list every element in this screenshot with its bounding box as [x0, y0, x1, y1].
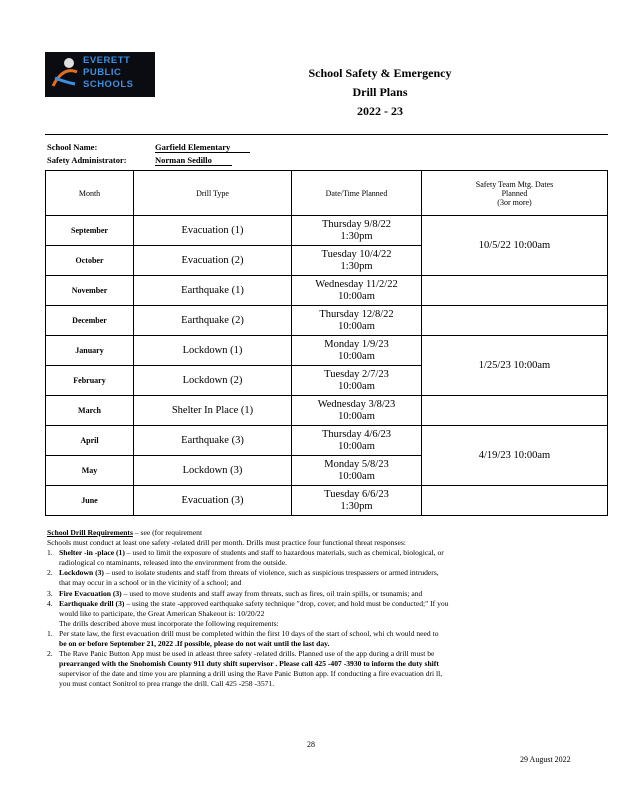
item-bold: Shelter -in -place (1) [59, 548, 125, 558]
safety-admin-row [47, 155, 212, 165]
team-header-line3: (3or more) [497, 197, 532, 207]
list-item-continued: that may occur in a school or in the vicinity of a school; and [59, 578, 242, 588]
date-time-cell [292, 306, 422, 336]
date-day: Wednesday 3/8/23 [317, 398, 396, 410]
requirements-after: The drills described above must incorporate the following requirements: [59, 618, 279, 628]
doc-title-line1: School Safety & Emergency [308, 66, 452, 80]
page-number: 28 [307, 740, 315, 749]
item-text: – used to isolate students and staff from threats of violence, such as suspicious trespassers or armed intruders, [103, 568, 439, 578]
date-time: 10:00am [338, 290, 375, 302]
school-name-row [47, 142, 231, 152]
drill-requirements-section [47, 528, 607, 690]
list-number: 4. [47, 598, 53, 608]
list-number: 1. [47, 548, 53, 558]
date-time: 10:00am [338, 470, 375, 482]
requirements-heading-row [47, 528, 607, 538]
date-time-cell [292, 396, 422, 426]
date-time: 1:30pm [340, 500, 373, 512]
month-cell: June [46, 486, 134, 516]
date-time: 10:00am [338, 410, 375, 422]
team-header-line2: Planned [501, 188, 528, 198]
list-item-continued: supervisor of the date and time you are planning a drill using the Rave Panic Button app. If conducting a fire evacuation dri ll, [59, 669, 443, 679]
list-number: 3. [47, 588, 53, 598]
logo-text-everett: EVERETT [83, 55, 131, 66]
drill-type-cell: Evacuation (1) [134, 216, 292, 246]
date-day: Thursday 9/8/22 [321, 218, 392, 230]
date-time-cell [292, 276, 422, 306]
drill-type-cell: Earthquake (3) [134, 426, 292, 456]
list-item-continued: prearranged with the Snohomish County 911 duty shift supervisor . Please call 425 -407 -3930 to inform the duty shift [59, 659, 439, 669]
table-row [46, 216, 608, 246]
table-row [46, 396, 608, 426]
doc-title-line3: 2022 - 23 [357, 104, 403, 118]
col-header-team-dates [422, 171, 608, 216]
drill-schedule-table [45, 170, 608, 516]
date-day: Monday 1/9/23 [324, 338, 389, 350]
team-date-cell-empty [422, 396, 608, 426]
date-day: Thursday 4/6/23 [321, 428, 392, 440]
month-cell: April [46, 426, 134, 456]
requirements-intro: Schools must conduct at least one safety -related drill per month. Drills must practice four functional threat responses: [47, 538, 406, 548]
list-item [47, 589, 607, 599]
drill-type-cell: Evacuation (3) [134, 486, 292, 516]
date-day: Wednesday 11/2/22 [315, 278, 398, 290]
table-row [46, 336, 608, 366]
table-row [46, 306, 608, 336]
date-time-cell [292, 366, 422, 396]
list-number: 2. [47, 649, 53, 659]
date-time-cell [292, 216, 422, 246]
date-time-cell [292, 486, 422, 516]
month-cell: January [46, 336, 134, 366]
list-item [47, 548, 607, 558]
date-day: Tuesday 10/4/22 [321, 248, 392, 260]
month-cell: September [46, 216, 134, 246]
doc-title-line2: Drill Plans [352, 85, 408, 99]
student-figure-icon [49, 56, 81, 92]
team-header-line1: Safety Team Mtg. Dates [475, 179, 554, 189]
requirements-heading: School Drill Requirements [47, 528, 133, 537]
date-time: 10:00am [338, 320, 375, 332]
item-text: – using the state -approved earthquake safety technique "drop, cover, and hold must be conducted;" If you [124, 598, 449, 608]
team-date-cell: 4/19/23 10:00am [422, 426, 608, 486]
footer-date: 29 August 2022 [520, 755, 571, 764]
logo-text-schools: SCHOOLS [83, 79, 134, 90]
date-day: Monday 5/8/23 [324, 458, 389, 470]
drill-type-cell: Evacuation (2) [134, 246, 292, 276]
list-number: 2. [47, 568, 53, 578]
date-time: 10:00am [338, 380, 375, 392]
requirements-heading-rest: – see (for requirement [132, 528, 203, 537]
date-time: 1:30pm [340, 230, 373, 242]
list-item [47, 568, 607, 578]
school-name-value: Garfield Elementary [155, 142, 250, 153]
table-row [46, 276, 608, 306]
month-cell: March [46, 396, 134, 426]
list-item-continued: you must contact Sonitrol to prea rrange the drill. Call 425 -258 -3571. [59, 679, 275, 689]
date-time-cell [292, 456, 422, 486]
drill-type-cell: Shelter In Place (1) [134, 396, 292, 426]
month-cell: October [46, 246, 134, 276]
date-time-cell [292, 426, 422, 456]
date-time: 10:00am [338, 350, 375, 362]
header-rule [45, 134, 608, 135]
district-logo [45, 52, 155, 97]
list-item [47, 649, 607, 659]
drill-type-cell: Earthquake (1) [134, 276, 292, 306]
team-date-cell-empty [422, 486, 608, 516]
col-header-month: Month [46, 171, 134, 216]
month-cell: December [46, 306, 134, 336]
table-row [46, 486, 608, 516]
date-day: Tuesday 6/6/23 [324, 488, 389, 500]
date-time-cell [292, 246, 422, 276]
col-header-drill-type: Drill Type [134, 171, 292, 216]
item-bold: Earthquake drill (3) [59, 598, 125, 608]
school-name-label: School Name: [47, 142, 98, 152]
list-item-continued: radiological co ntaminants, released into the environment from the outside. [59, 558, 287, 568]
drill-type-cell: Earthquake (2) [134, 306, 292, 336]
item-bold: Fire Evacuation (3) [59, 588, 122, 598]
item-text: – used to move students and staff away from threats, such as fires, oil train spills, or tsunamis; and [121, 588, 423, 598]
list-item-continued: be on or before September 21, 2022 .If possible, please do not wait until the last day. [59, 639, 330, 649]
table-row [46, 426, 608, 456]
month-cell: February [46, 366, 134, 396]
drill-type-cell: Lockdown (1) [134, 336, 292, 366]
item-text: – used to limit the exposure of students and staff to hazardous materials, such as chemical, biological, or [124, 548, 444, 558]
list-item [47, 599, 607, 609]
drill-type-cell: Lockdown (2) [134, 366, 292, 396]
list-number: 1. [47, 628, 53, 638]
list-item-continued: would like to participate, the Great American Shakeout is: 10/20/22 [59, 608, 265, 618]
table-header-row [46, 171, 608, 216]
item-text: The Rave Panic Button App must be used in atleast three safety -related drills. Planned use of the app during a drill must be [59, 649, 435, 659]
team-date-cell-empty [422, 276, 608, 306]
team-date-cell-empty [422, 306, 608, 336]
date-day: Tuesday 2/7/23 [324, 368, 389, 380]
col-header-date-time: Date/Time Planned [292, 171, 422, 216]
month-cell: May [46, 456, 134, 486]
date-time-cell [292, 336, 422, 366]
date-time: 1:30pm [340, 260, 373, 272]
date-day: Thursday 12/8/22 [319, 308, 394, 320]
drill-type-cell: Lockdown (3) [134, 456, 292, 486]
team-date-cell: 1/25/23 10:00am [422, 336, 608, 396]
safety-admin-value: Norman Sedillo [155, 155, 232, 166]
team-date-cell: 10/5/22 10:00am [422, 216, 608, 276]
item-text: Per state law, the first evacuation drill must be completed within the first 10 days of the start of school, whi ch would need to [59, 628, 439, 638]
date-time: 10:00am [338, 440, 375, 452]
list-item [47, 629, 607, 639]
item-bold: Lockdown (3) [59, 568, 104, 578]
safety-admin-label: Safety Administrator: [47, 155, 127, 165]
month-cell: November [46, 276, 134, 306]
logo-text-public: PUBLIC [83, 67, 122, 78]
